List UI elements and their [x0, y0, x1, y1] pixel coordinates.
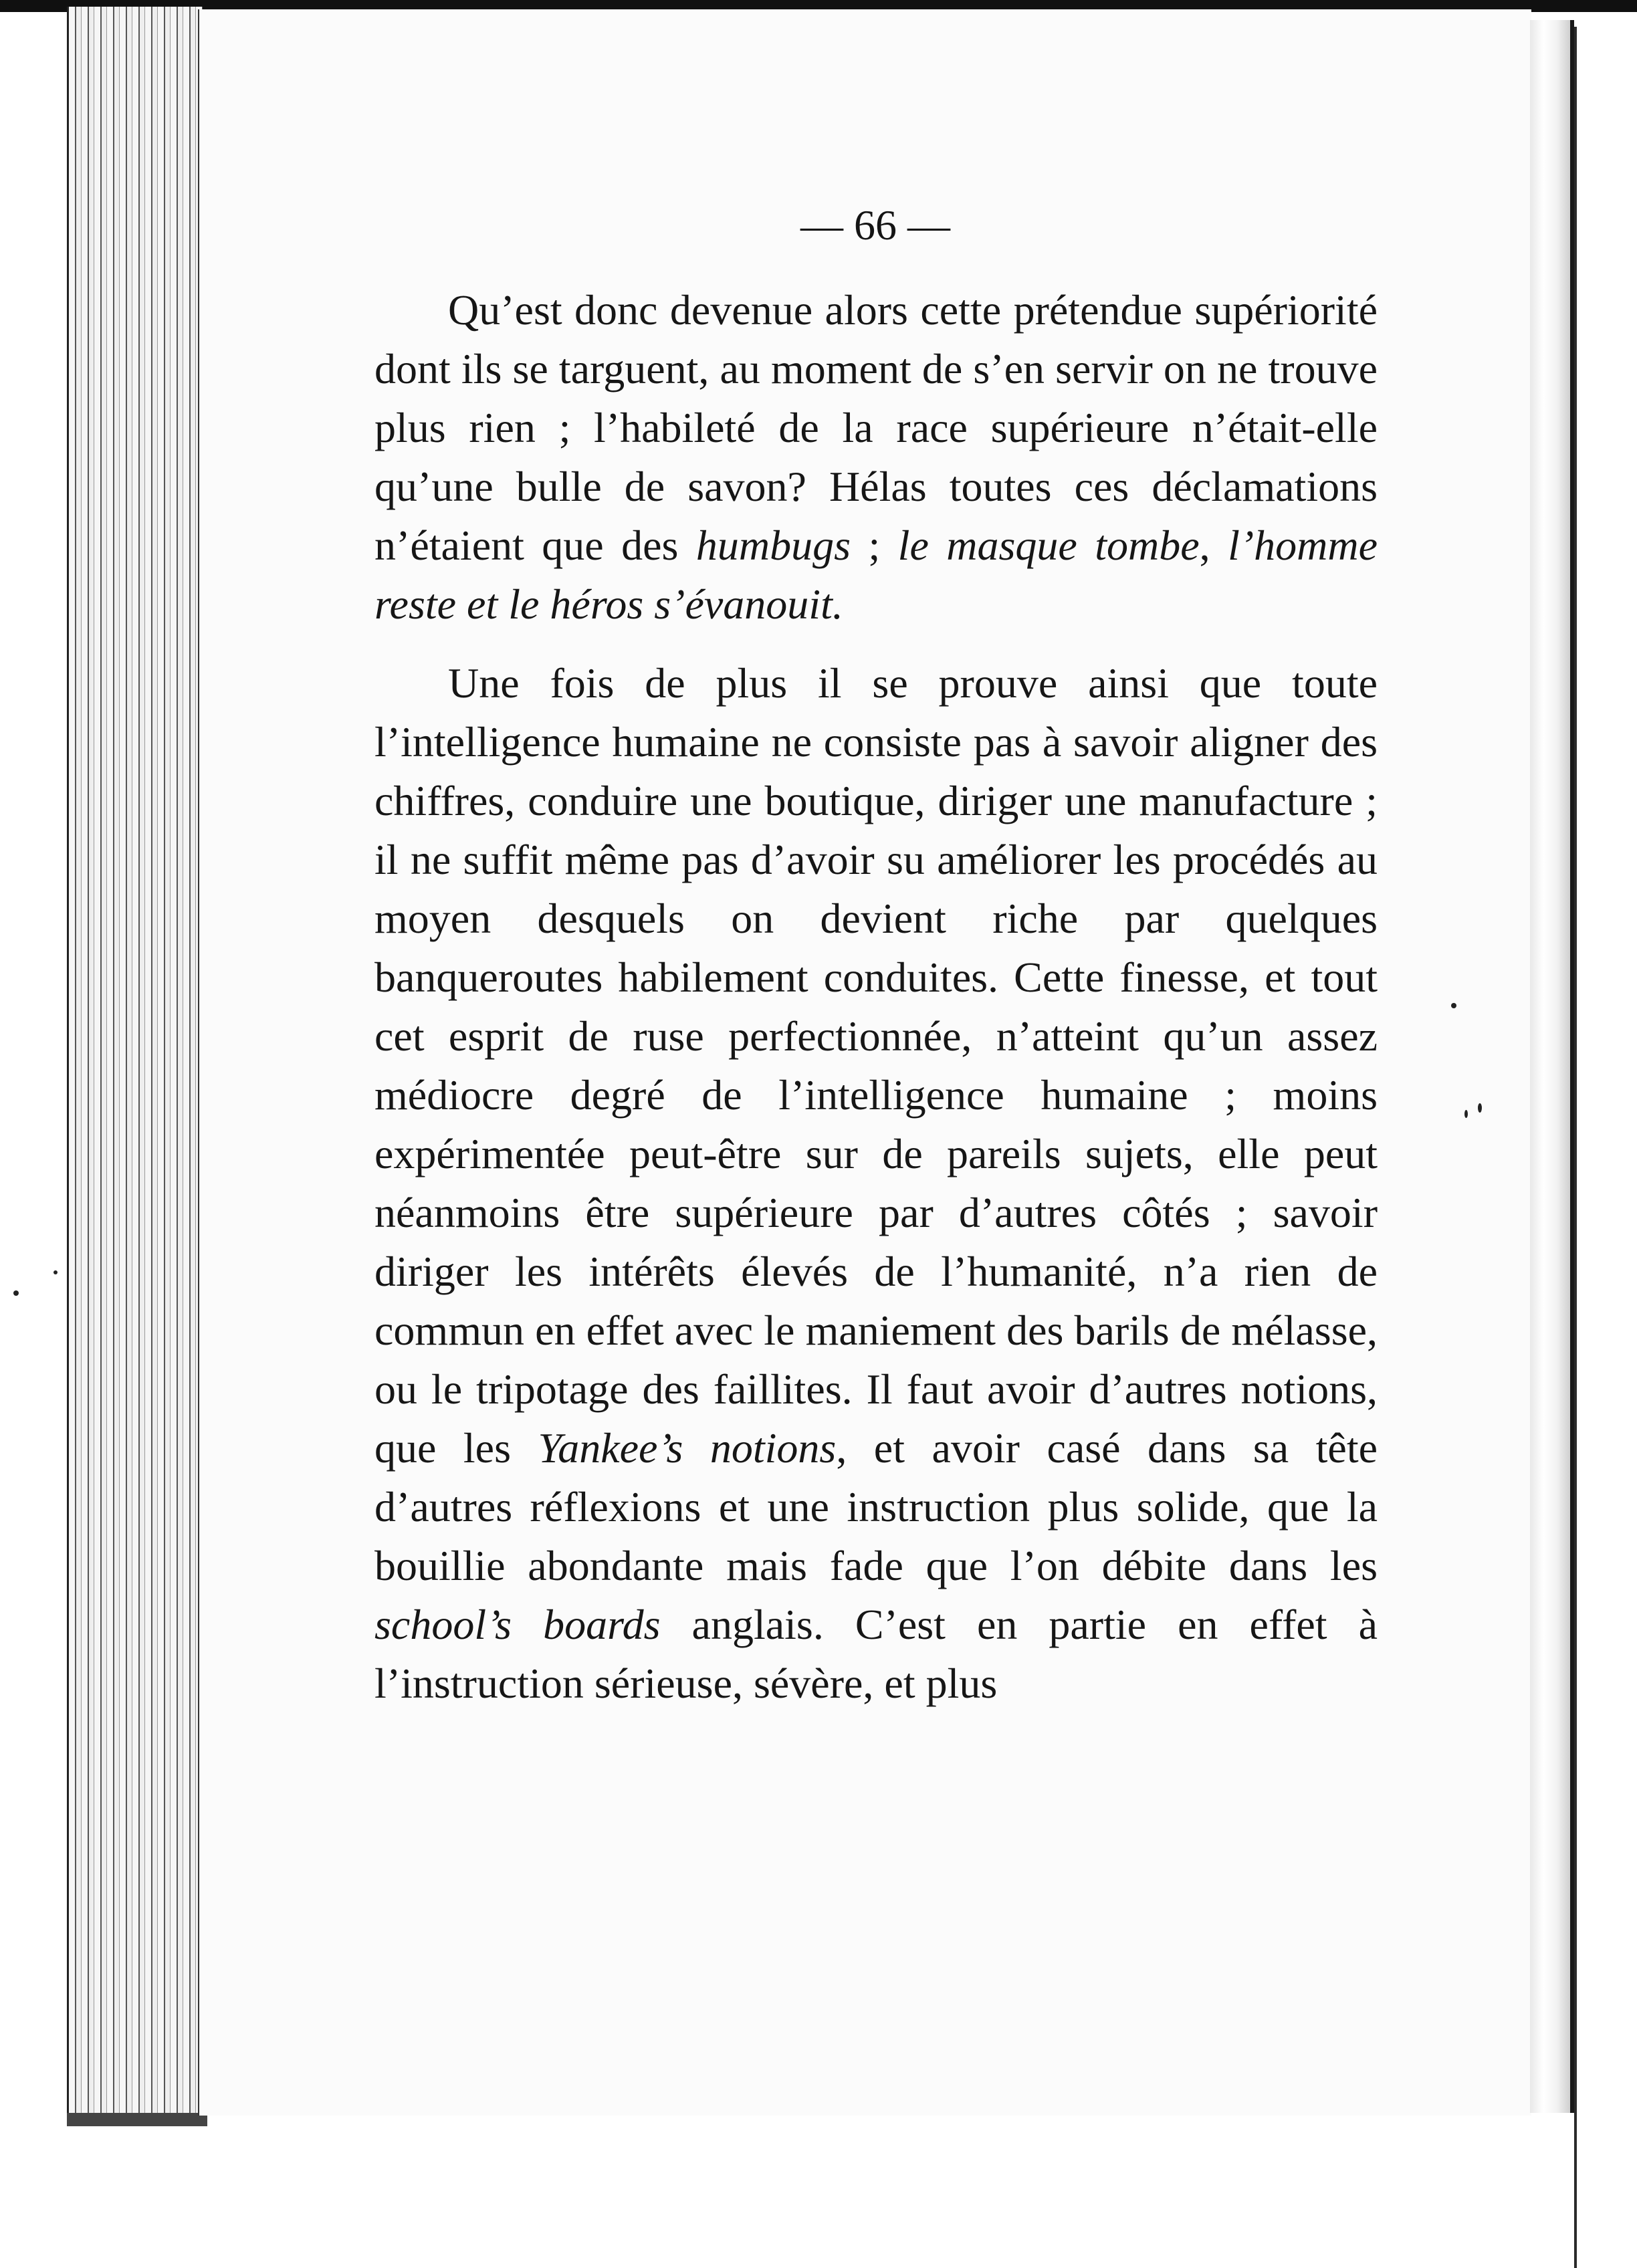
italic-text: humbugs [695, 522, 851, 569]
text-run: ; [851, 522, 898, 569]
body-text [374, 281, 1378, 1713]
book-bottom-edge [67, 2113, 207, 2126]
speck [1451, 1003, 1456, 1008]
text-run: Une fois de plus il se prouve ainsi que toute l’intelligence humaine ne consiste pas à savoir aligner des chiffres, conduire une boutique, diriger une manufacture ; il ne suffit même pas d’avoir su améliorer les procédés au moyen desquels on devient riche par quelques banqueroutes habilement conduites. Cette finesse, et tout cet esprit de ruse perfectionnée, n’atteint qu’un assez médiocre degré de l’intelligence humaine ; moins expérimentée peut-être sur de pareils sujets, elle peut néanmoins être supérieure par d’autres côtés ; savoir diriger les intérêts élevés de l’humanité, n’a rien de commun en effet avec le maniement des barils de mélasse, ou le tripotage des faillites. Il faut avoir d’autres notions, que les [374, 659, 1378, 1472]
text-run: , et avoir casé dans sa tête d’autres réflexions et une instruction plus solide, que la bouillie abondante mais fade que l’on débite dans les [374, 1424, 1378, 1589]
italic-text: le masque tombe [897, 522, 1200, 569]
paragraph [374, 281, 1378, 634]
stacked-page-edges [67, 7, 203, 2126]
italic-text: school’s boards [374, 1601, 661, 1648]
italic-text: l’homme reste et le héros s’évanouit. [374, 522, 1378, 628]
speck [1464, 1110, 1468, 1118]
speck [13, 1290, 19, 1296]
next-page-edge [1574, 27, 1637, 2268]
italic-text: Yankee’s notions [538, 1424, 837, 1472]
page-number: — 66 — [800, 201, 950, 249]
speck [1478, 1103, 1482, 1113]
text-run: , [1199, 522, 1228, 569]
speck [53, 1270, 58, 1274]
book-gutter [1530, 20, 1574, 2113]
paragraph [374, 654, 1378, 1713]
text-run: Qu’est donc devenue alors cette prétendue supériorité dont ils se targuent, au moment de s’en servir on ne trouve plus rien ; l’habileté de la race supérieure n’était-elle qu’une bulle de savon? Hélas toutes ces déclamations n’étaient que des [374, 286, 1378, 569]
text-run: anglais. C’est en partie en effet à l’instruction sérieuse, sévère, et plus [374, 1601, 1378, 1707]
